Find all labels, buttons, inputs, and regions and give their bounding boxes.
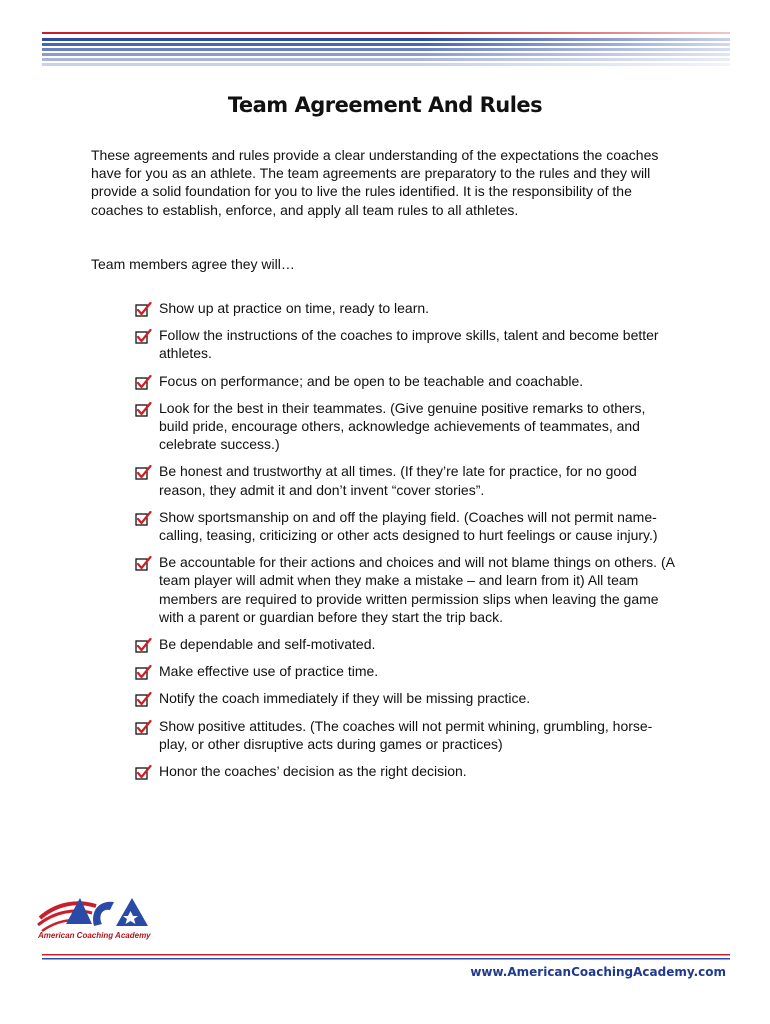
rule-text: Focus on performance; and be open to be teachable and coachable. <box>159 372 584 389</box>
rule-text: Follow the instructions of the coaches to improve skills, talent and become better athletes. <box>159 327 659 362</box>
rule-text: Notify the coach immediately if they will be missing practice. <box>159 690 531 707</box>
checked-box-icon <box>135 665 152 680</box>
rule-text: Look for the best in their teammates. (Give genuine positive remarks to others, build pride, encourage others, acknowledge achievements of teammates, and celebrate success.) <box>159 399 646 453</box>
footer-stripe <box>42 954 730 962</box>
logo-text: American Coaching Academy <box>38 931 151 940</box>
rule-item <box>135 635 675 653</box>
rule-item <box>135 689 675 707</box>
rule-text: Show sportsmanship on and off the playing field. (Coaches will not permit name-calling, teasing, criticizing or other acts designed to hurt feelings or cause injury.) <box>159 508 658 544</box>
rule-text: Be dependable and self-motivated. <box>159 636 376 653</box>
footer-website-link[interactable]: www.AmericanCoachingAcademy.com <box>470 965 726 979</box>
checked-box-icon <box>135 638 152 653</box>
rule-item <box>135 462 675 498</box>
checked-box-icon <box>135 720 152 735</box>
rules-list <box>135 299 675 789</box>
checked-box-icon <box>135 765 152 780</box>
checked-box-icon <box>135 556 152 571</box>
rule-text: Honor the coaches’ decision as the right decision. <box>159 763 467 780</box>
rule-item <box>135 508 675 544</box>
rule-text: Be honest and trustworthy at all times. (If they’re late for practice, for no good reason, they admit it and don’t invent “cover stories”. <box>159 463 637 498</box>
page-title: Team Agreement And Rules <box>227 93 543 117</box>
rule-item <box>135 326 675 362</box>
rule-item <box>135 553 675 626</box>
intro-paragraph: These agreements and rules provide a clear understanding of the expectations the coaches have for you as an athlete. The team agreements are preparatory to the rules and they will provide a solid foundation for you to live the rules identified. It is the responsibility of the coaches to establish, enforce, and apply all team rules to all athletes. <box>91 147 659 218</box>
lead-sentence: Team members agree they will… <box>91 256 295 272</box>
rule-text: Show positive attitudes. (The coaches will not permit whining, grumbling, horse-play, or other disruptive acts during games or practices) <box>159 717 653 752</box>
rule-item <box>135 762 675 780</box>
checked-box-icon <box>135 329 152 344</box>
rule-text: Be accountable for their actions and choices and will not blame things on others. (A team player will admit when they make a mistake – and learn from it) All team members are required to provide written permission slips when leaving the game with a parent or guardian before they start the trip back. <box>159 554 675 625</box>
rule-text: Make effective use of practice time. <box>159 663 379 680</box>
rule-item <box>135 662 675 680</box>
rule-item <box>135 299 675 317</box>
rule-item <box>135 399 675 454</box>
checked-box-icon <box>135 302 152 317</box>
checked-box-icon <box>135 511 152 526</box>
rule-item <box>135 372 675 390</box>
checked-box-icon <box>135 465 152 480</box>
header-stripe-band <box>42 32 730 72</box>
checked-box-icon <box>135 402 152 417</box>
rule-text: Show up at practice on time, ready to learn. <box>159 300 430 316</box>
rule-item <box>135 717 675 753</box>
checked-box-icon <box>135 375 152 390</box>
checked-box-icon <box>135 692 152 707</box>
